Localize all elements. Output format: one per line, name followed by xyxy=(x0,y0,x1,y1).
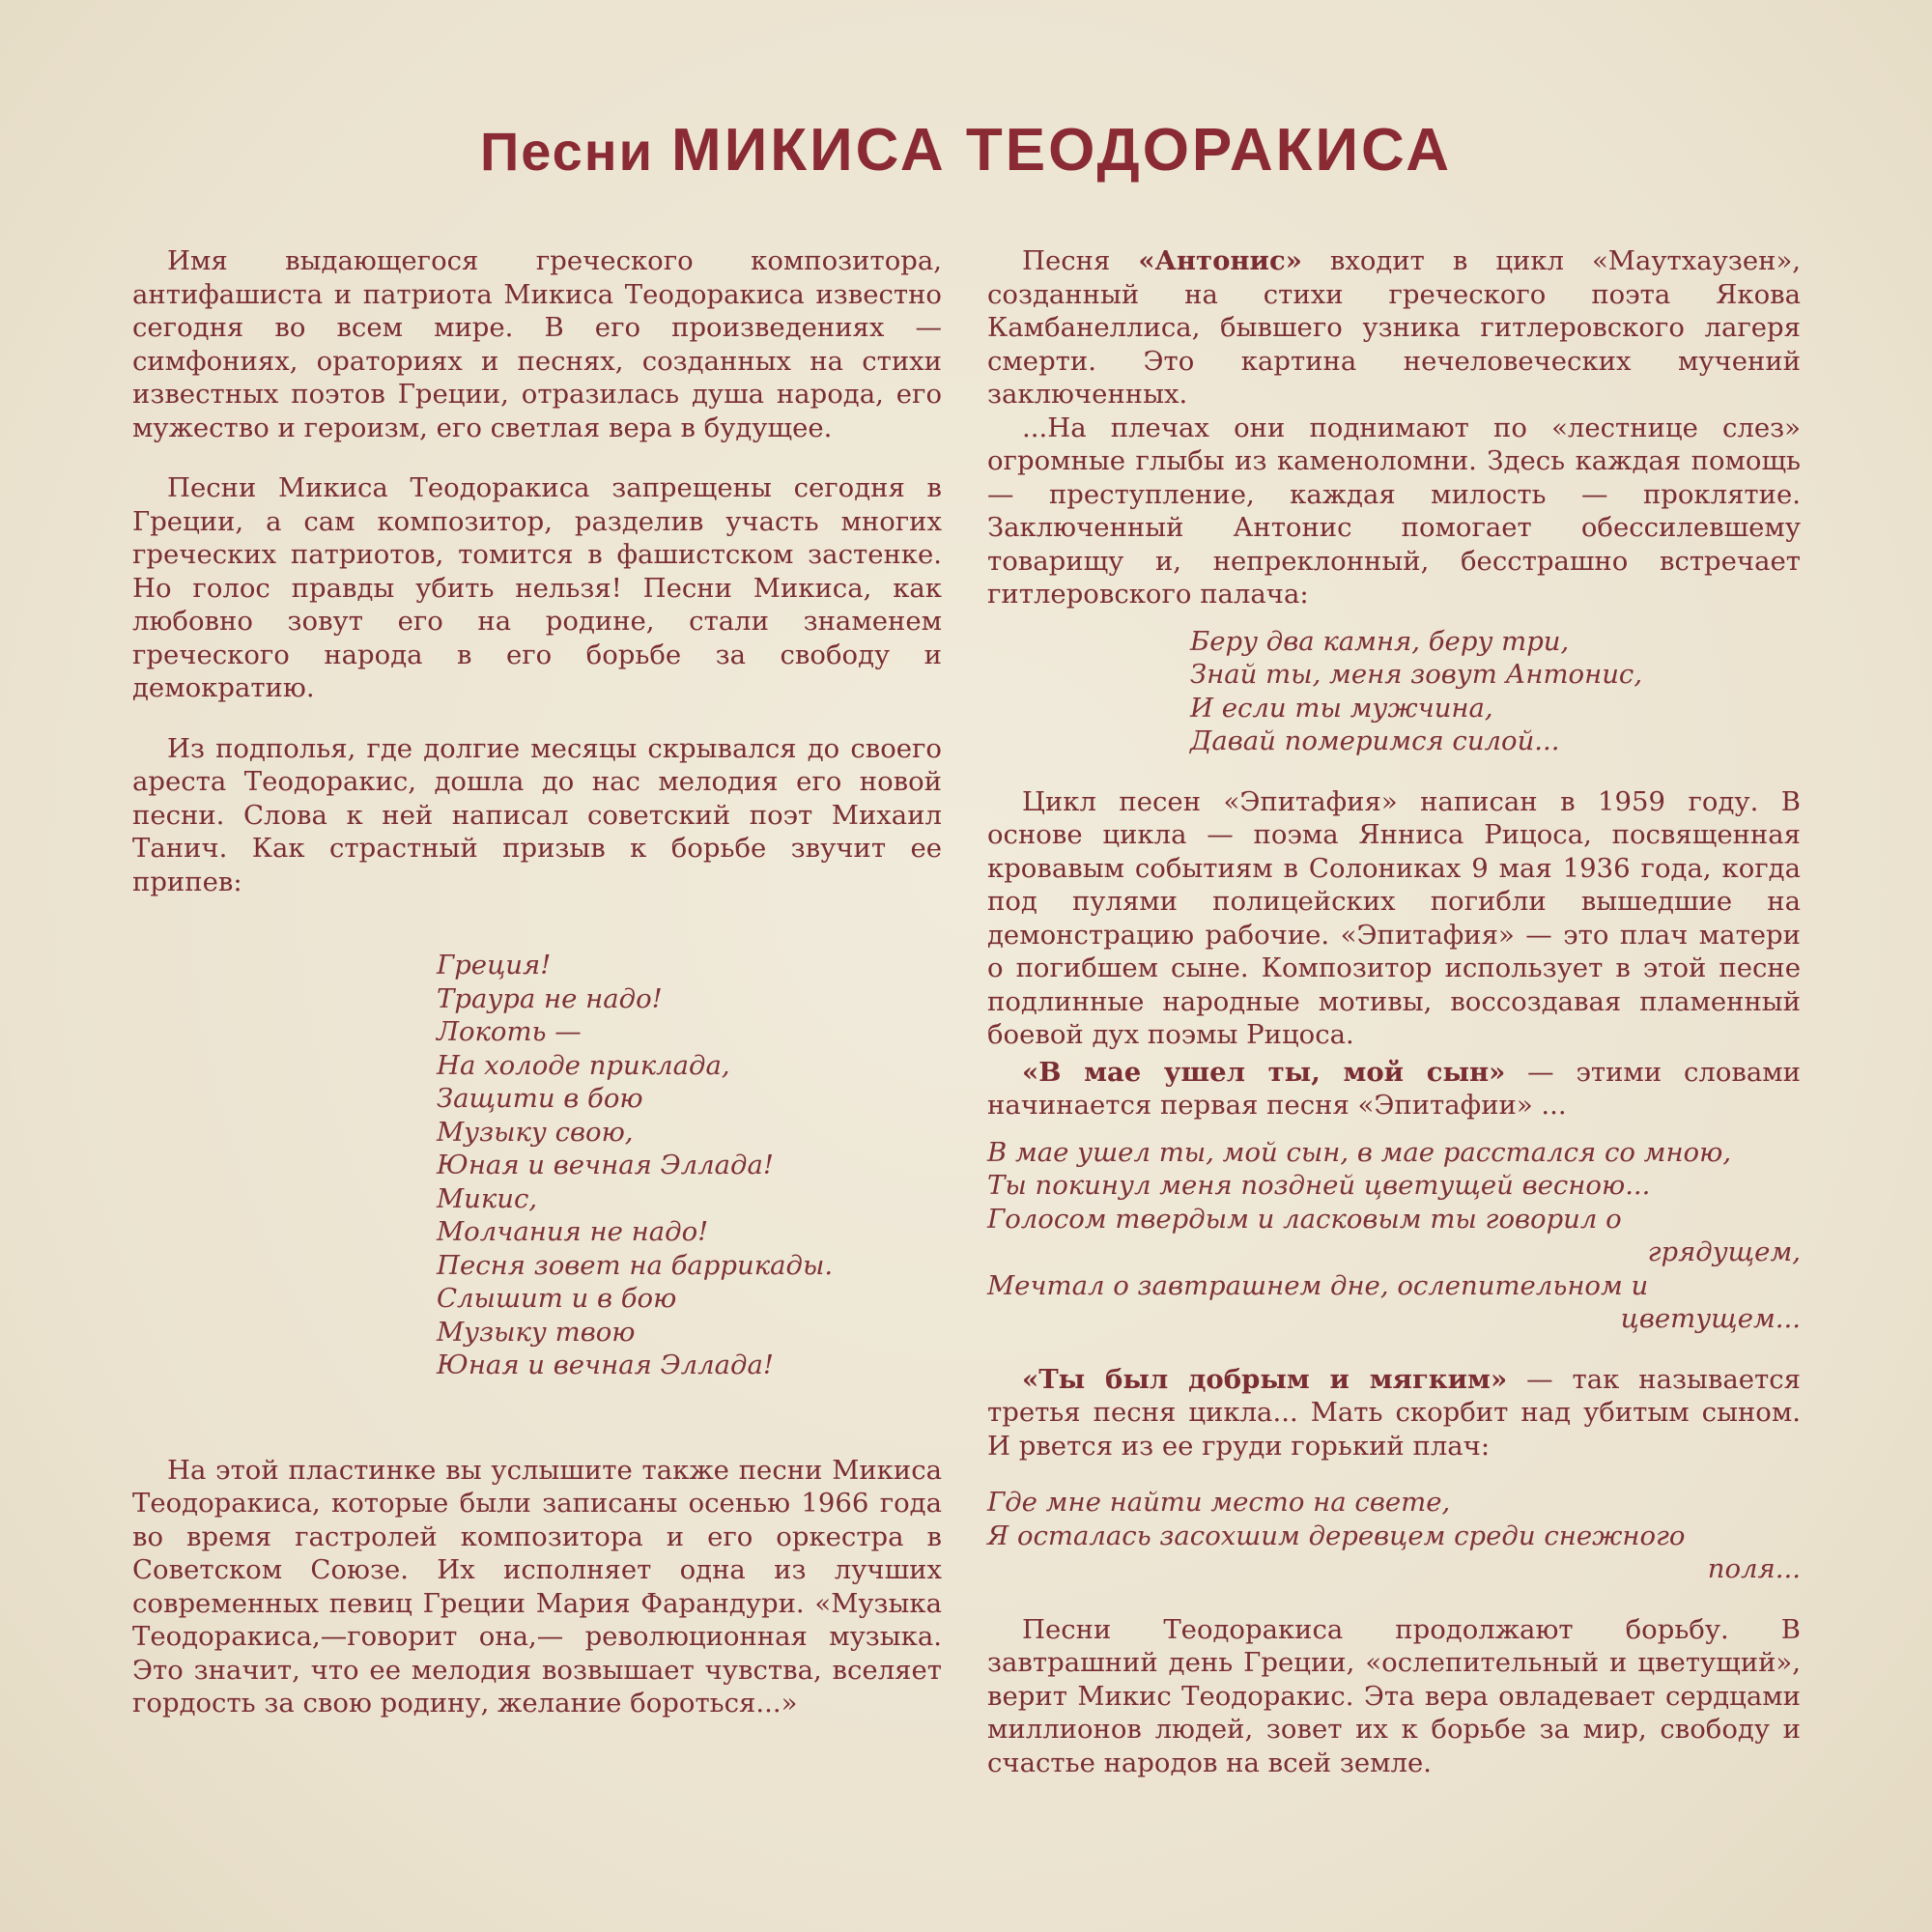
title-part-2: МИКИСА ТЕОДОРАКИСА xyxy=(671,117,1453,184)
paragraph-banned: Песни Микиса Теодоракиса запрещены сегодня в Греции, а сам композитор, разделив участь многих греческих патриотов, томится в фашистском застенке. Но голос правды убить нельзя! Песни Микиса, как любовно зовут его на родине, стали знаменем греческого народа в его борьбе за свободу и демократию. xyxy=(132,472,942,703)
verse-line: Ты покинул меня поздней цветущей весною... xyxy=(987,1170,1651,1201)
verse-line: Молчания не надо! xyxy=(437,1216,709,1247)
verse-may xyxy=(987,1136,1801,1336)
text: — этими словами начинается первая песня «Эпитафии» ... xyxy=(987,1056,1801,1121)
verse-line: Песня зовет на баррикады. xyxy=(437,1249,834,1281)
paragraph-intro: Имя выдающегося греческого композитора, антифашиста и патриота Микиса Теодоракиса известно сегодня во всем мире. В его произведениях — симфониях, ораториях и песнях, созданных на стихи известных поэтов Греции, отразилась душа народа, его мужество и героизм, его светлая вера в будущее. xyxy=(132,245,942,443)
paragraph-record-info: На этой пластинке вы услышите также песни Микиса Теодоракиса, которые были записаны осенью 1966 года во время гастролей композитора и его оркестра в Советском Союзе. Их исполняет одна из лучших современных певиц Греции Мария Фарандури. «Музыка Теодоракиса,—говорит она,— революционная музыка. Это значит, что ее мелодия возвышает чувства, вселяет гордость за свою родину, желание бороться...» xyxy=(132,1454,942,1719)
song-title-antonis: «Антонис» xyxy=(1138,245,1302,276)
verse-lament xyxy=(987,1486,1801,1586)
verse-line: Давай померимся силой... xyxy=(1190,725,1560,756)
song-title-may: «В мае ушел ты, мой сын» xyxy=(1022,1056,1506,1088)
verse-line: грядущем, xyxy=(1647,1236,1801,1267)
verse-line: Знай ты, меня зовут Антонис, xyxy=(1190,659,1643,690)
text: — так называется третья песня цикла... Мать скорбит над убитым сыном. И рвется из ее груди горький плач: xyxy=(987,1363,1802,1462)
verse-line: И если ты мужчина, xyxy=(1190,692,1493,724)
verse-line: Траура не надо! xyxy=(437,982,663,1014)
song-title-kind: «Ты был добрым и мягким» xyxy=(1022,1363,1508,1395)
verse-line: Я осталась засохшим деревцем среди снежного xyxy=(987,1520,1686,1551)
text: входит в цикл «Маутхаузен», созданный на стихи греческого поэта Якова Камбанеллиса, бывшего узника гитлеровского лагеря смерти. Это картина нечеловеческих мучений заключенных. xyxy=(987,245,1802,410)
verse-line: Локоть — xyxy=(437,1016,582,1047)
text: Песня xyxy=(1022,245,1139,276)
verse-line: Греция! xyxy=(437,950,552,980)
verse-line: На холоде приклада, xyxy=(437,1049,730,1081)
verse-line: Слышит и в бою xyxy=(437,1283,677,1314)
verse-line: Юная и вечная Эллада! xyxy=(437,1350,774,1380)
page-title xyxy=(0,116,1932,185)
verse-line: Мечтал о завтрашнем дне, ослепительном и xyxy=(987,1269,1649,1301)
right-column xyxy=(987,244,1801,1779)
verse-line: Беру два камня, беру три, xyxy=(1190,625,1570,657)
title-part-1: Песни xyxy=(479,121,655,182)
verse-line: Микис, xyxy=(437,1182,538,1214)
paragraph-ladder-of-tears: ...На плечах они поднимают по «лестнице слез» огромные глыбы из каменоломни. Здесь каждая помощь — преступление, каждая милость — проклятие. Заключенный Антонис помогает обессилевшему товарищу и, непреклонный, бесстрашно встречает гитлеровского палача: xyxy=(987,412,1801,610)
verse-line: В мае ушел ты, мой сын, в мае расстался со мною, xyxy=(987,1136,1732,1168)
verse-line: Защити в бою xyxy=(437,1083,643,1114)
verse-line: поля... xyxy=(1707,1553,1801,1584)
verse-line: Голосом твердым и ласковым ты говорил о xyxy=(987,1203,1622,1235)
verse-line: цветущем... xyxy=(1620,1303,1801,1334)
verse-chorus xyxy=(437,949,942,1382)
paragraph-may-song xyxy=(987,1056,1801,1122)
left-column xyxy=(132,244,942,1720)
verse-line: Юная и вечная Эллада! xyxy=(437,1150,774,1180)
verse-line: Музыку твою xyxy=(437,1316,636,1348)
verse-antonis xyxy=(1190,625,1801,758)
verse-line: Музыку свою, xyxy=(437,1116,634,1148)
spacer xyxy=(132,1382,942,1454)
verse-line: Где мне найти место на свете, xyxy=(987,1487,1451,1518)
paragraph-new-song: Из подполья, где долгие месяцы скрывался до своего ареста Теодоракис, дошла до нас мелодия его новой песни. Слова к ней написал советский поэт Михаил Танич. Как страстный призыв к борьбе звучит ее припев: xyxy=(132,732,942,897)
paragraph-antonis xyxy=(987,244,1801,412)
paragraph-struggle: Песни Теодоракиса продолжают борьбу. В завтрашний день Греции, «ослепительный и цветущий», верит Микис Теодоракис. Эта вера овладевает сердцами миллионов людей, зовет их к борьбе за мир, свободу и счастье народов на всей земле. xyxy=(987,1613,1801,1778)
paragraph-kind-song xyxy=(987,1363,1801,1463)
paragraph-epitaph: Цикл песен «Эпитафия» написан в 1959 году. В основе цикла — поэма Янниса Рицоса, посвященная кровавым событиям в Солониках 9 мая 1936 года, когда под пулями полицейских погибли вышедшие на демонстрацию рабочие. «Эпитафия» — это плач матери о погибшем сыне. Композитор использует в этой песне подлинные народные мотивы, воссоздавая пламенный боевой дух поэмы Рицоса. xyxy=(987,785,1801,1050)
